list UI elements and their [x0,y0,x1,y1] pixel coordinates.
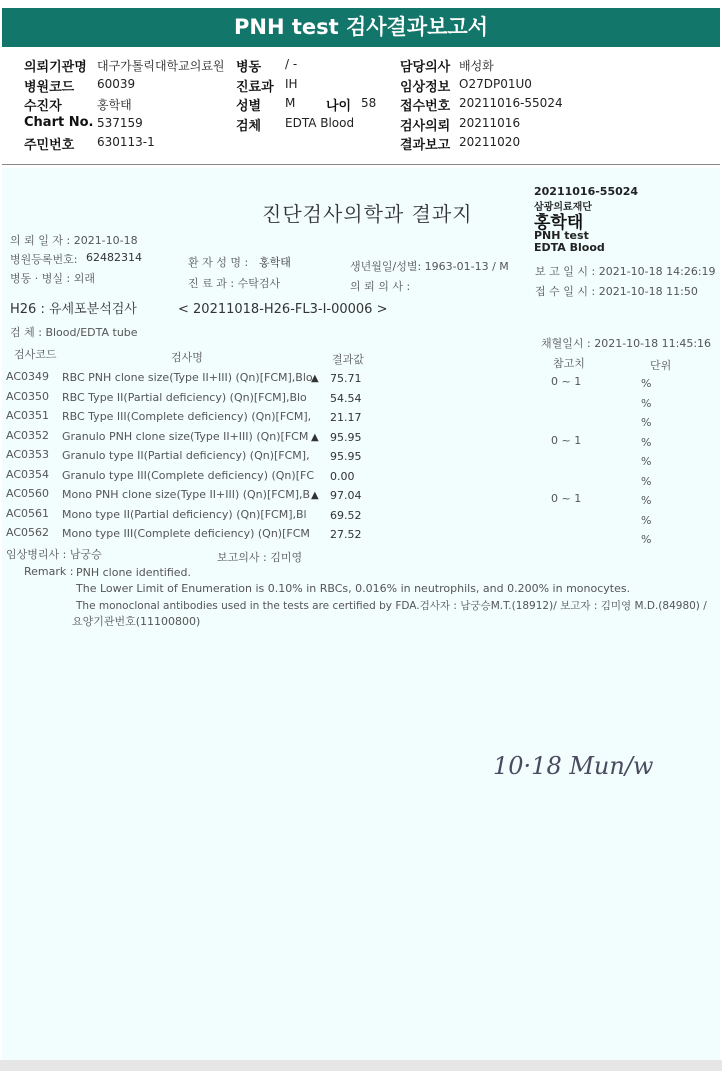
result-unit: % [641,416,652,429]
col-header-result: 결과값 [332,353,364,366]
result-name: Granulo type III(Complete deficiency) (Qn)[FC [62,468,314,482]
result-unit: % [641,513,652,527]
dept-label: 진료과 [236,80,274,95]
department: 진 료 과 : 수탁검사 [188,277,281,290]
report-datetime: 보 고 일 시 : 2021-10-18 14:26:19 [535,265,716,278]
result-unit: % [641,533,652,546]
result-value: 54.54 [330,391,362,405]
registration-no-value: 62482314 [86,251,142,264]
result-value: 95.95 [330,430,362,444]
remark-label: Remark : [24,565,74,578]
institution-number: 요양기관번호(11100800) [72,615,201,628]
result-code: AC0354 [6,467,50,481]
reporting-doctor: 보고의사 : 김미영 [217,551,303,564]
report-date-label: 결과보고 [400,138,451,153]
remark-line-3: The monoclonal antibodies used in the tests are certified by FDA.검사자 : 남궁승M.T.(18912)/ 보고자 : 김미영 M.D.(84980) / [76,600,707,612]
result-unit: % [641,435,652,449]
high-flag-icon: ▲ [311,373,319,384]
col-header-reference: 참고치 [553,357,585,370]
result-name: RBC Type III(Complete deficiency) (Qn)[FCM], [62,410,312,423]
result-unit: % [641,396,652,410]
col-header-name: 검사명 [171,351,203,364]
result-unit: % [641,474,652,488]
header-divider [2,164,720,165]
age-value: 58 [361,96,377,110]
sex-label: 성별 [236,99,262,114]
high-flag-icon: ▲ [311,490,319,501]
specimen-label: 검체 [236,119,262,134]
result-name: Mono PNH clone size(Type II+III) (Qn)[FCM],B [62,488,311,501]
institution-value: 대구가톨릭대학교의료원 [97,59,225,73]
request-date-label: 검사의뢰 [400,119,451,134]
dept-value: IH [285,77,298,91]
result-value: 69.52 [330,508,362,522]
patient-label: 수진자 [24,99,62,114]
col-header-code: 검사코드 [14,348,57,361]
result-name: Mono type III(Complete deficiency) (Qn)[FCM [62,527,310,540]
ward-value: / - [285,57,298,71]
result-code: AC0353 [6,448,50,461]
pathologist: 임상병리사 : 남궁승 [6,548,102,561]
age-label: 나이 [326,99,352,114]
accession-number: < 20211018-H26-FL3-I-00006 > [178,302,388,317]
report-date-value: 20211020 [459,135,521,149]
registration-no-label: 병원등록번호: [10,253,78,266]
result-unit: % [641,455,652,468]
label-patient-name: 홍학태 [534,213,584,233]
chart-no-label: Chart No. [24,115,94,130]
result-value: 75.71 [330,372,362,385]
birth-sex: 생년월일/성별: 1963-01-13 / M [350,260,509,273]
result-sheet-title: 진단검사의학과 결과지 [262,202,473,226]
clinical-info-label: 임상정보 [400,80,451,95]
result-value: 27.52 [330,528,362,541]
receipt-datetime: 접 수 일 시 : 2021-10-18 11:50 [535,285,698,298]
label-specimen: EDTA Blood [534,241,605,254]
result-code: AC0349 [6,370,50,383]
result-code: AC0352 [6,428,50,442]
sex-value: M [285,96,296,110]
result-name: Granulo PNH clone size(Type II+III) (Qn)[FCM [62,429,309,443]
request-date: 의 뢰 일 자 : 2021-10-18 [10,234,138,247]
result-name: RBC PNH clone size(Type II+III) (Qn)[FCM],Blo [62,371,313,384]
result-value: 0.00 [330,469,355,483]
specimen-value: EDTA Blood [285,116,355,130]
page-bottom-strip [0,1060,722,1071]
result-reference: 0 ~ 1 [551,433,582,447]
result-unit: % [641,494,652,507]
receipt-no-label: 접수번호 [400,99,451,114]
result-name: RBC Type II(Partial deficiency) (Qn)[FCM],Blo [62,390,307,404]
result-unit: % [641,377,652,390]
report-title: PNH test 검사결과보고서 [234,15,488,39]
result-value: 97.04 [330,489,362,502]
hospital-code-value: 60039 [97,77,136,91]
result-code: AC0561 [6,506,50,520]
patient-value: 홍학태 [97,98,132,112]
patient-name-value: 홍학태 [259,256,291,269]
rrn-label: 주민번호 [24,138,75,153]
remark-line-2: The Lower Limit of Enumeration is 0.10% in RBCs, 0.016% in neutrophils, and 0.200% in monocytes. [76,582,631,595]
specimen-type: 검 체 : Blood/EDTA tube [10,326,138,339]
institution-label: 의뢰기관명 [24,60,87,75]
receipt-no-value: 20211016-55024 [459,96,563,110]
doctor-value: 배성화 [459,59,494,73]
collection-datetime: 채혈일시 : 2021-10-18 11:45:16 [541,337,712,350]
label-receipt-id: 20211016-55024 [534,185,639,198]
result-code: AC0560 [6,487,50,500]
result-name: Mono type II(Partial deficiency) (Qn)[FCM],Bl [62,507,307,521]
result-reference: 0 ~ 1 [551,375,582,388]
report-banner [2,8,720,47]
result-code: AC0351 [6,409,50,422]
hospital-code-label: 병원코드 [24,80,75,95]
label-org: 삼광의료재단 [534,202,592,213]
rrn-value: 630113-1 [97,135,155,149]
ward-room: 병동 · 병실 : 외래 [10,272,95,285]
chart-no-value: 537159 [97,116,143,130]
ward-label: 병동 [236,60,262,75]
patient-name-label: 환 자 성 명 : [188,256,249,269]
result-value: 95.95 [330,450,362,463]
request-date-value: 20211016 [459,116,521,130]
result-reference: 0 ~ 1 [551,492,582,505]
requesting-doctor: 의 뢰 의 사 : [350,280,411,293]
label-test-name: PNH test [534,229,589,242]
result-code: AC0562 [6,526,50,539]
section-title: H26 : 유세포분석검사 [10,302,137,317]
clinical-info-value: O27DP01U0 [459,77,532,91]
result-code: AC0350 [6,389,50,403]
handwritten-signature: 10·18 Mun/w [493,752,654,780]
high-flag-icon: ▲ [311,431,319,443]
remark-line-1: PNH clone identified. [76,566,192,579]
doctor-label: 담당의사 [400,60,451,75]
result-value: 21.17 [330,411,362,424]
col-header-unit: 단위 [650,359,672,372]
result-name: Granulo type II(Partial deficiency) (Qn)[FCM], [62,449,310,462]
